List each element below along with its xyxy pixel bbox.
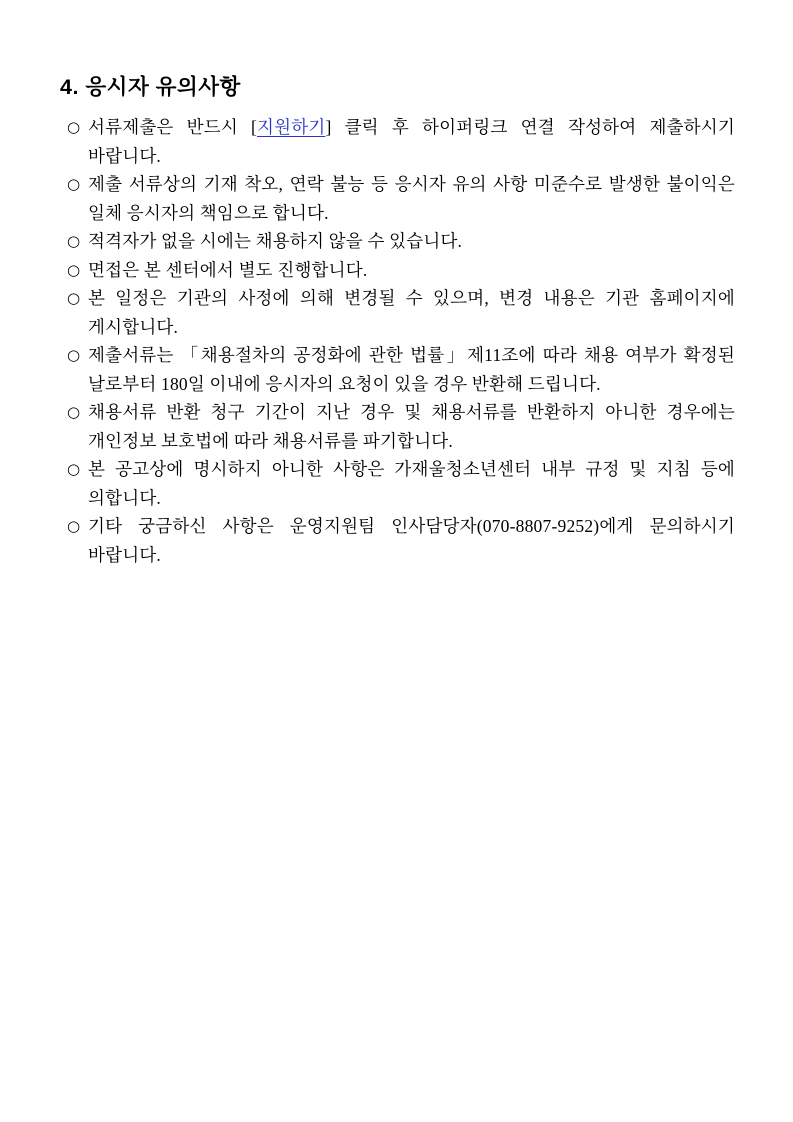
list-item [67, 256, 735, 285]
list-item [67, 284, 735, 341]
list-item-text: 채용서류 반환 청구 기간이 지난 경우 및 채용서류를 반환하지 아니한 경우에는 개인정보 보호법에 따라 채용서류를 파기합니다. [88, 402, 735, 451]
list-item-text: 본 공고상에 명시하지 아니한 사항은 가재울청소년센터 내부 규정 및 지침 등에 의합니다. [88, 459, 735, 508]
list-item [67, 341, 735, 398]
circle-bullet-icon: ○ [67, 289, 81, 307]
list-item-text [88, 113, 735, 170]
notice-list [67, 113, 735, 569]
list-item [67, 455, 735, 512]
circle-bullet-icon: ○ [67, 403, 81, 421]
item-text-segment: 서류제출은 반드시 [ [88, 117, 258, 137]
list-item-text: 기타 궁금하신 사항은 운영지원팀 인사담당자(070-8807-9252)에게 문의하시기 바랍니다. [88, 516, 735, 565]
list-item [67, 227, 735, 256]
list-item [67, 398, 735, 455]
list-item-text: 적격자가 없을 시에는 채용하지 않을 수 있습니다. [88, 231, 463, 251]
list-item [67, 113, 735, 170]
circle-bullet-icon: ○ [67, 260, 81, 279]
circle-bullet-icon: ○ [67, 346, 81, 364]
item-text-segment: ] 클릭 후 하이퍼링크 연결 작성하여 제출하시기 바랍니다. [88, 117, 735, 166]
list-item-text: 제출서류는 「채용절차의 공정화에 관한 법률」제11조에 따라 채용 여부가 확정된 날로부터 180일 이내에 응시자의 요청이 있을 경우 반환해 드립니다. [88, 345, 735, 394]
circle-bullet-icon: ○ [67, 460, 81, 478]
circle-bullet-icon: ○ [67, 517, 81, 535]
circle-bullet-icon: ○ [67, 232, 81, 250]
list-item-text: 제출 서류상의 기재 착오, 연락 불능 등 응시자 유의 사항 미준수로 발생한 불이익은 일체 응시자의 책임으로 합니다. [88, 174, 735, 223]
section-heading: 4. 응시자 유의사항 [60, 75, 241, 99]
list-item [67, 512, 735, 569]
list-item [67, 170, 735, 227]
circle-bullet-icon: ○ [67, 118, 81, 136]
list-item-text: 면접은 본 센터에서 별도 진행합니다. [88, 259, 368, 280]
circle-bullet-icon: ○ [67, 175, 81, 193]
apply-hyperlink[interactable]: 지원하기 [257, 117, 326, 137]
list-item-text: 본 일정은 기관의 사정에 의해 변경될 수 있으며, 변경 내용은 기관 홈페이지에 게시합니다. [88, 288, 735, 337]
